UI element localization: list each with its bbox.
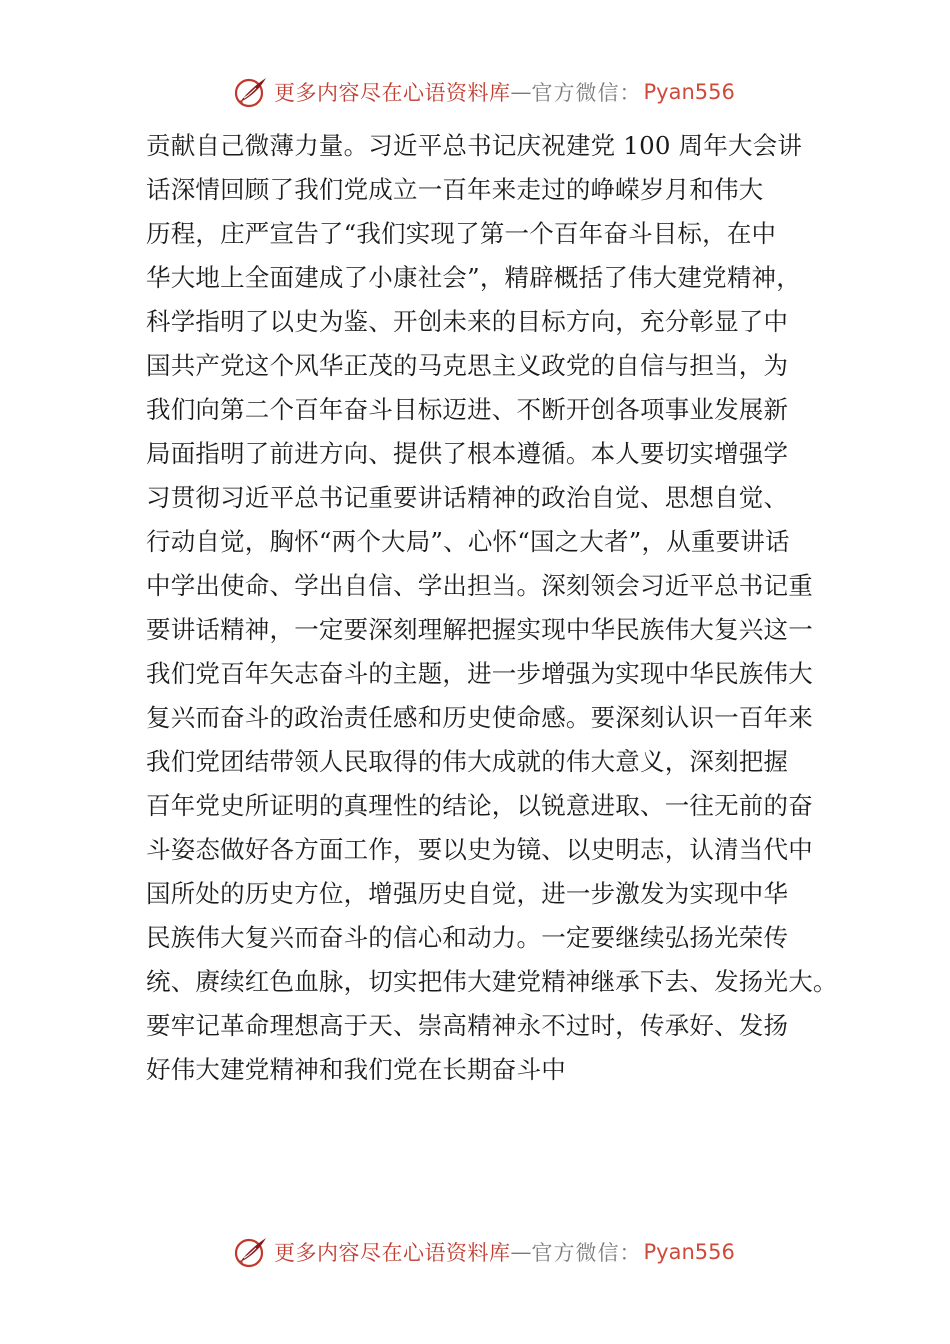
watermark-separator: — xyxy=(510,80,532,104)
text-line: 话深情回顾了我们党成立一百年来走过的峥嵘岁月和伟大 xyxy=(146,175,764,204)
text-line: 贡献自己微薄力量。习近平总书记庆祝建党 100 周年大会讲 xyxy=(146,131,803,160)
text-line: 国所处的历史方位，增强历史自觉，进一步激发为实现中华 xyxy=(146,879,789,908)
text-line: 统、赓续红色血脉，切实把伟大建党精神继承下去、发扬光大。 xyxy=(146,967,838,996)
watermark-wechat-label: 官方微信： xyxy=(531,1241,642,1265)
text-line: 国共产党这个风华正茂的马克思主义政党的自信与担当，为 xyxy=(146,351,789,380)
quill-logo-icon xyxy=(232,1234,270,1270)
text-line: 中学出使命、学出自信、学出担当。深刻领会习近平总书记重 xyxy=(146,571,813,600)
watermark-wechat-id: Pyan556 xyxy=(643,1240,735,1264)
text-line: 我们党团结带领人民取得的伟大成就的伟大意义，深刻把握 xyxy=(146,747,789,776)
text-line: 要牢记革命理想高于天、崇高精神永不过时，传承好、发扬 xyxy=(146,1011,789,1040)
text-line: 局面指明了前进方向、提供了根本遵循。本人要切实增强学 xyxy=(146,439,789,468)
watermark-brand: 更多内容尽在心语资料库 xyxy=(274,81,511,105)
text-line: 好伟大建党精神和我们党在长期奋斗中 xyxy=(146,1055,566,1084)
text-line: 习贯彻习近平总书记重要讲话精神的政治自觉、思想自觉、 xyxy=(146,483,789,512)
text-line: 我们党百年矢志奋斗的主题，进一步增强为实现中华民族伟大 xyxy=(146,659,813,688)
text-line: 百年党史所证明的真理性的结论，以锐意进取、一往无前的奋 xyxy=(146,791,813,820)
text-line: 斗姿态做好各方面工作，要以史为镜、以史明志，认清当代中 xyxy=(146,835,813,864)
text-line: 要讲话精神，一定要深刻理解把握实现中华民族伟大复兴这一 xyxy=(146,615,813,644)
text-line: 复兴而奋斗的政治责任感和历史使命感。要深刻认识一百年来 xyxy=(146,703,813,732)
text-line: 行动自觉，胸怀“两个大局”、心怀“国之大者”，从重要讲话 xyxy=(146,527,790,556)
watermark-wechat-id: Pyan556 xyxy=(643,80,735,104)
header-watermark xyxy=(232,72,752,112)
text-line: 科学指明了以史为鉴、开创未来的目标方向，充分彰显了中 xyxy=(146,307,789,336)
watermark-separator: — xyxy=(510,1240,532,1264)
watermark-wechat-label: 官方微信： xyxy=(531,81,642,105)
footer-watermark xyxy=(232,1232,752,1272)
body-text xyxy=(146,124,846,1092)
quill-logo-icon xyxy=(232,74,270,110)
text-line: 民族伟大复兴而奋斗的信心和动力。一定要继续弘扬光荣传 xyxy=(146,923,789,952)
watermark-brand: 更多内容尽在心语资料库 xyxy=(274,1241,511,1265)
text-line: 历程，庄严宣告了“我们实现了第一个百年奋斗目标，在中 xyxy=(146,219,777,248)
text-line: 我们向第二个百年奋斗目标迈进、不断开创各项事业发展新 xyxy=(146,395,789,424)
text-line: 华大地上全面建成了小康社会”，精辟概括了伟大建党精神， xyxy=(146,263,801,292)
